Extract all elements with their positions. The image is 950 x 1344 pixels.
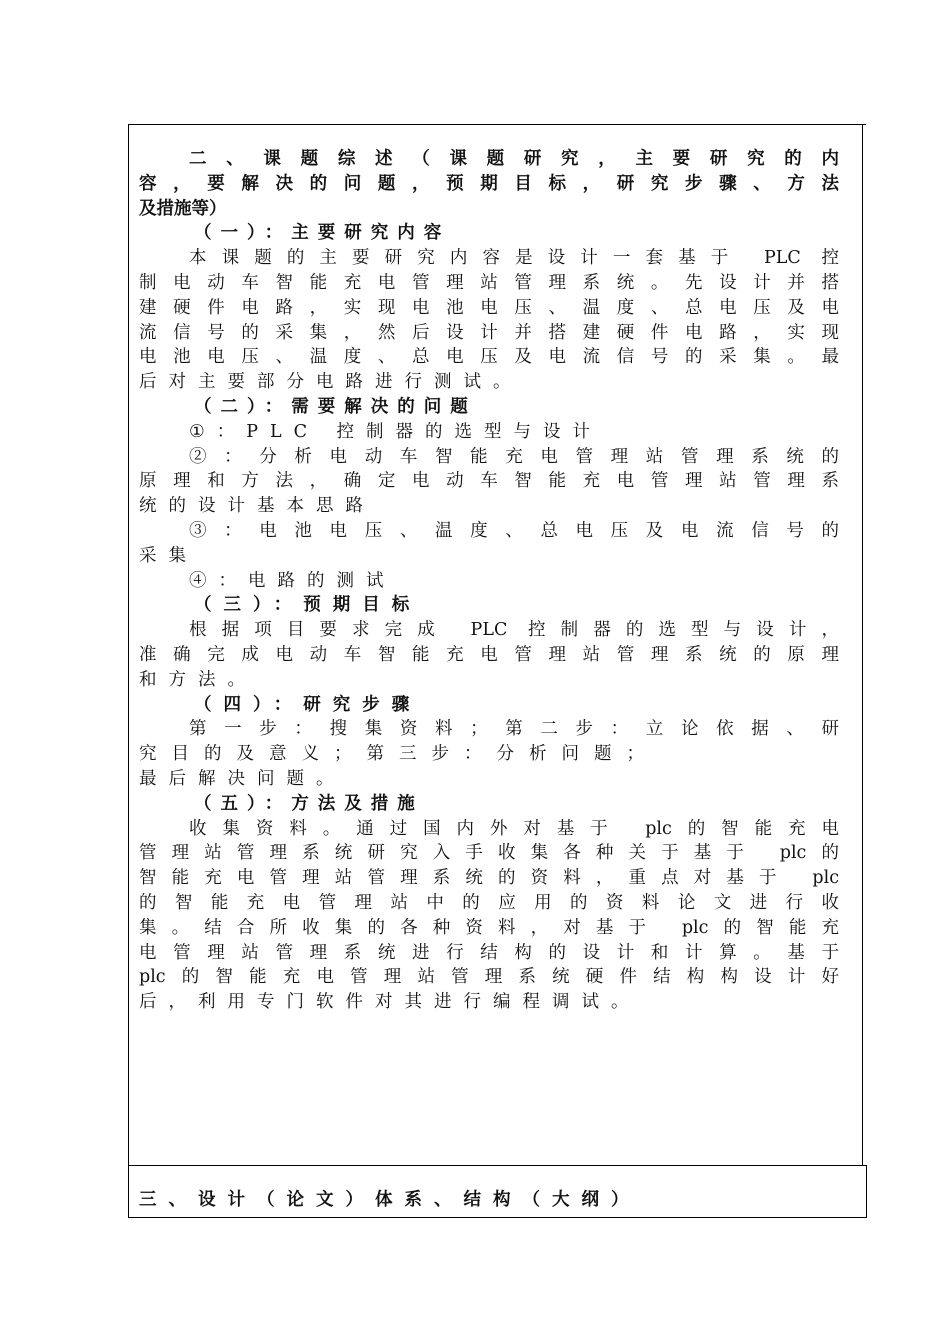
- list-item: ①：PLC 控制器的选型与设计: [189, 421, 603, 442]
- section-2-title-line-1: 二、课题综述（课题研究，主要研究的内: [189, 149, 839, 169]
- list-item: ④：电路的测试: [189, 570, 396, 591]
- paragraph-line: 和方法。: [139, 669, 257, 690]
- section-2-title-line-2: 容，要解决的问题，预期目标，研究步骤、方法: [139, 173, 839, 194]
- list-item-continued: 统的设计基本思路: [139, 496, 375, 517]
- section-2-content: [139, 147, 839, 1015]
- paragraph-line: 制电动车智能充电管理站管理系统。先设计并搭: [139, 272, 839, 293]
- paragraph-line: 后，利用专门软件对其进行编程调试。: [139, 992, 641, 1013]
- list-item-continued: 原理和方法，确定电动车智能充电管理站管理系: [139, 471, 839, 492]
- paragraph-line: 究目的及意义；第三步：分析问题；: [139, 744, 659, 765]
- paragraph-line: 智能充电管理站管理系统的资料，重点对基于 plc: [139, 868, 839, 889]
- subheading-research-content: （一）：主要研究内容: [194, 223, 451, 244]
- paragraph-line: 本课题的主要研究内容是设计一套基于 PLC 控: [189, 248, 839, 269]
- paragraph-line: 电管理站管理系统进行结构的设计和计算。基于: [139, 942, 839, 963]
- section-2-title-line-3: 及措施等）: [139, 198, 227, 219]
- paragraph-line: 电池电压、温度、总电压及电流信号的采集。最: [139, 347, 839, 368]
- table-border-tick: [862, 124, 866, 125]
- paragraph-line: plc的智能充电管理站管理系统硬件结构构设计好: [139, 967, 839, 988]
- subheading-research-steps: （四）：研究步骤: [194, 694, 422, 715]
- paragraph-line: 后对主要部分电路进行测试。: [139, 372, 523, 393]
- paragraph-line: 流信号的采集，然后设计并搭建硬件电路，实现: [139, 322, 839, 343]
- paragraph-line: 最后解决问题。: [139, 768, 346, 789]
- subheading-expected-goals: （三）：预期目标: [194, 595, 422, 616]
- paragraph-line: 集。结合所收集的各种资料，对基于 plc的智能充: [139, 917, 839, 938]
- paragraph-line: 准确完成电动车智能充电管理站管理系统的原理: [139, 644, 839, 665]
- list-item-continued: 采集: [139, 545, 198, 566]
- paragraph-line: 管理站管理系统研究入手收集各种关于基于 plc的: [139, 843, 839, 864]
- paragraph-line: 收集资料。通过国内外对基于 plc的智能充电: [189, 818, 839, 839]
- paragraph-line: 根据项目要求完成 PLC 控制器的选型与设计，: [189, 620, 839, 641]
- paragraph-line: 第一步：搜集资料；第二步：立论依据、研: [189, 719, 839, 740]
- section-3-title: 三、设计（论文）体系、结构（大纲）: [139, 1190, 641, 1210]
- paragraph-line: 建硬件电路，实现电池电压、温度、总电压及电: [139, 297, 839, 318]
- paragraph-line: 的智能充电管理站中的应用的资料论文进行收: [139, 892, 839, 913]
- list-item: ③：电池电压、温度、总电压及电流信号的: [189, 520, 839, 541]
- subheading-methods: （五）：方法及措施: [194, 793, 424, 814]
- subheading-problems: （二）：需要解决的问题: [194, 396, 477, 417]
- list-item: ②：分析电动车智能充电管理站管理系统的: [189, 446, 839, 467]
